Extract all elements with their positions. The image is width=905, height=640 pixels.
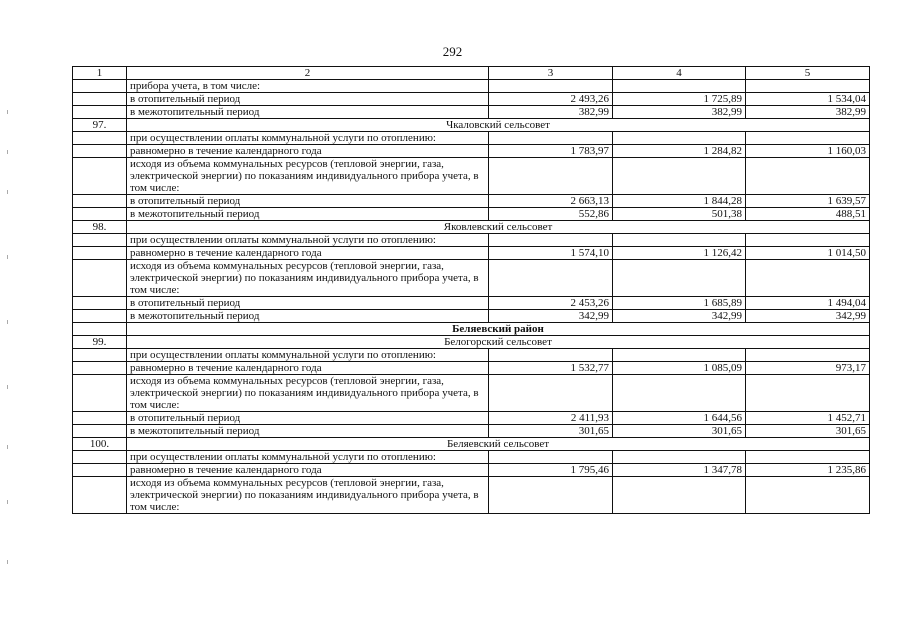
district-title: Беляевский район xyxy=(127,323,870,336)
value-col4-cell xyxy=(613,158,746,195)
row-number-cell xyxy=(73,464,127,477)
row-number-cell xyxy=(73,297,127,310)
settlement-title: Чкаловский сельсовет xyxy=(127,119,870,132)
description-cell: равномерно в течение календарного года xyxy=(127,247,489,260)
table-row xyxy=(73,208,870,221)
value-col3-cell: 342,99 xyxy=(489,310,613,323)
value-col4-cell: 1 347,78 xyxy=(613,464,746,477)
description-cell: в отопительный период xyxy=(127,412,489,425)
value-col5-cell xyxy=(746,132,870,145)
value-col4-cell: 501,38 xyxy=(613,208,746,221)
value-col3-cell xyxy=(489,132,613,145)
page-number: 292 xyxy=(442,44,463,59)
description-cell: при осуществлении оплаты коммунальной услуги по отоплению: xyxy=(127,234,489,247)
row-number-cell xyxy=(73,195,127,208)
row-number-cell xyxy=(73,425,127,438)
table-row xyxy=(73,412,870,425)
row-number-cell xyxy=(73,349,127,362)
value-col3-cell xyxy=(489,349,613,362)
table-row xyxy=(73,260,870,297)
district-row xyxy=(73,323,870,336)
value-col5-cell xyxy=(746,158,870,195)
value-col3-cell xyxy=(489,260,613,297)
value-col3-cell: 1 574,10 xyxy=(489,247,613,260)
value-col4-cell xyxy=(613,234,746,247)
value-col4-cell xyxy=(613,80,746,93)
value-col3-cell xyxy=(489,375,613,412)
value-col4-cell: 1 126,42 xyxy=(613,247,746,260)
row-number-cell xyxy=(73,375,127,412)
table-row xyxy=(73,106,870,119)
description-cell: при осуществлении оплаты коммунальной услуги по отоплению: xyxy=(127,349,489,362)
value-col4-cell: 1 685,89 xyxy=(613,297,746,310)
header-cell: 1 xyxy=(73,67,127,80)
value-col4-cell: 342,99 xyxy=(613,310,746,323)
value-col3-cell: 301,65 xyxy=(489,425,613,438)
value-col4-cell: 1 844,28 xyxy=(613,195,746,208)
value-col5-cell xyxy=(746,234,870,247)
value-col5-cell xyxy=(746,80,870,93)
value-col3-cell: 1 795,46 xyxy=(489,464,613,477)
table-row xyxy=(73,362,870,375)
row-number-cell xyxy=(73,80,127,93)
table-row xyxy=(73,158,870,195)
value-col3-cell xyxy=(489,477,613,514)
value-col4-cell: 1 725,89 xyxy=(613,93,746,106)
row-number-cell xyxy=(73,132,127,145)
value-col5-cell xyxy=(746,260,870,297)
value-col5-cell xyxy=(746,477,870,514)
settlement-title: Яковлевский сельсовет xyxy=(127,221,870,234)
row-number-cell: 100. xyxy=(73,438,127,451)
description-cell: исходя из объема коммунальных ресурсов (тепловой энергии, газа, электрической энергии) по показаниям индивидуального прибора учета, в том числе: xyxy=(127,260,489,297)
description-cell: в межотопительный период xyxy=(127,208,489,221)
value-col4-cell: 1 644,56 xyxy=(613,412,746,425)
settlement-title: Белогорский сельсовет xyxy=(127,336,870,349)
value-col5-cell: 1 534,04 xyxy=(746,93,870,106)
description-cell: прибора учета, в том числе: xyxy=(127,80,489,93)
table-row xyxy=(73,451,870,464)
value-col3-cell: 2 663,13 xyxy=(489,195,613,208)
value-col5-cell: 1 494,04 xyxy=(746,297,870,310)
table-row xyxy=(73,80,870,93)
value-col4-cell xyxy=(613,132,746,145)
value-col5-cell xyxy=(746,349,870,362)
row-number-cell xyxy=(73,106,127,119)
value-col3-cell: 1 783,97 xyxy=(489,145,613,158)
value-col5-cell: 342,99 xyxy=(746,310,870,323)
value-col3-cell: 552,86 xyxy=(489,208,613,221)
row-number-cell: 97. xyxy=(73,119,127,132)
value-col4-cell: 301,65 xyxy=(613,425,746,438)
row-number-cell: 99. xyxy=(73,336,127,349)
value-col5-cell: 301,65 xyxy=(746,425,870,438)
value-col4-cell xyxy=(613,260,746,297)
table-row xyxy=(73,93,870,106)
header-row xyxy=(73,67,870,80)
value-col3-cell xyxy=(489,451,613,464)
value-col4-cell xyxy=(613,451,746,464)
description-cell: в отопительный период xyxy=(127,195,489,208)
row-number-cell xyxy=(73,310,127,323)
tariff-table xyxy=(72,66,870,514)
table-row xyxy=(73,145,870,158)
section-row xyxy=(73,119,870,132)
table-row xyxy=(73,195,870,208)
header-cell: 3 xyxy=(489,67,613,80)
section-row xyxy=(73,336,870,349)
row-number-cell xyxy=(73,234,127,247)
value-col3-cell: 2 411,93 xyxy=(489,412,613,425)
table-row xyxy=(73,234,870,247)
value-col5-cell xyxy=(746,375,870,412)
value-col5-cell: 1 639,57 xyxy=(746,195,870,208)
row-number-cell xyxy=(73,451,127,464)
row-number-cell xyxy=(73,158,127,195)
row-number-cell: 98. xyxy=(73,221,127,234)
value-col5-cell: 488,51 xyxy=(746,208,870,221)
value-col3-cell xyxy=(489,80,613,93)
table-row xyxy=(73,247,870,260)
table-row xyxy=(73,349,870,362)
description-cell: при осуществлении оплаты коммунальной услуги по отоплению: xyxy=(127,451,489,464)
value-col5-cell: 1 452,71 xyxy=(746,412,870,425)
value-col4-cell xyxy=(613,477,746,514)
value-col5-cell: 1 235,86 xyxy=(746,464,870,477)
value-col4-cell: 382,99 xyxy=(613,106,746,119)
description-cell: исходя из объема коммунальных ресурсов (тепловой энергии, газа, электрической энергии) по показаниям индивидуального прибора учета, в том числе: xyxy=(127,158,489,195)
value-col5-cell xyxy=(746,451,870,464)
table-row xyxy=(73,425,870,438)
value-col5-cell: 1 014,50 xyxy=(746,247,870,260)
value-col3-cell: 1 532,77 xyxy=(489,362,613,375)
row-number-cell xyxy=(73,323,127,336)
row-number-cell xyxy=(73,208,127,221)
description-cell: в межотопительный период xyxy=(127,310,489,323)
description-cell: в отопительный период xyxy=(127,297,489,310)
description-cell: равномерно в течение календарного года xyxy=(127,362,489,375)
value-col4-cell xyxy=(613,349,746,362)
value-col4-cell xyxy=(613,375,746,412)
settlement-title: Беляевский сельсовет xyxy=(127,438,870,451)
description-cell: исходя из объема коммунальных ресурсов (тепловой энергии, газа, электрической энергии) по показаниям индивидуального прибора учета, в том числе: xyxy=(127,375,489,412)
table-row xyxy=(73,375,870,412)
value-col4-cell: 1 085,09 xyxy=(613,362,746,375)
row-number-cell xyxy=(73,247,127,260)
header-cell: 4 xyxy=(613,67,746,80)
value-col4-cell: 1 284,82 xyxy=(613,145,746,158)
table-row xyxy=(73,464,870,477)
table-row xyxy=(73,132,870,145)
row-number-cell xyxy=(73,93,127,106)
description-cell: равномерно в течение календарного года xyxy=(127,464,489,477)
row-number-cell xyxy=(73,260,127,297)
table-row xyxy=(73,297,870,310)
header-cell: 5 xyxy=(746,67,870,80)
table-row xyxy=(73,477,870,514)
description-cell: при осуществлении оплаты коммунальной услуги по отоплению: xyxy=(127,132,489,145)
description-cell: в отопительный период xyxy=(127,93,489,106)
row-number-cell xyxy=(73,145,127,158)
section-row xyxy=(73,221,870,234)
value-col5-cell: 973,17 xyxy=(746,362,870,375)
description-cell: исходя из объема коммунальных ресурсов (тепловой энергии, газа, электрической энергии) по показаниям индивидуального прибора учета, в том числе: xyxy=(127,477,489,514)
value-col3-cell xyxy=(489,158,613,195)
value-col3-cell: 382,99 xyxy=(489,106,613,119)
table-row xyxy=(73,310,870,323)
header-cell: 2 xyxy=(127,67,489,80)
value-col3-cell: 2 453,26 xyxy=(489,297,613,310)
description-cell: равномерно в течение календарного года xyxy=(127,145,489,158)
value-col5-cell: 382,99 xyxy=(746,106,870,119)
value-col5-cell: 1 160,03 xyxy=(746,145,870,158)
row-number-cell xyxy=(73,362,127,375)
value-col3-cell xyxy=(489,234,613,247)
row-number-cell xyxy=(73,477,127,514)
description-cell: в межотопительный период xyxy=(127,425,489,438)
description-cell: в межотопительный период xyxy=(127,106,489,119)
section-row xyxy=(73,438,870,451)
row-number-cell xyxy=(73,412,127,425)
value-col3-cell: 2 493,26 xyxy=(489,93,613,106)
